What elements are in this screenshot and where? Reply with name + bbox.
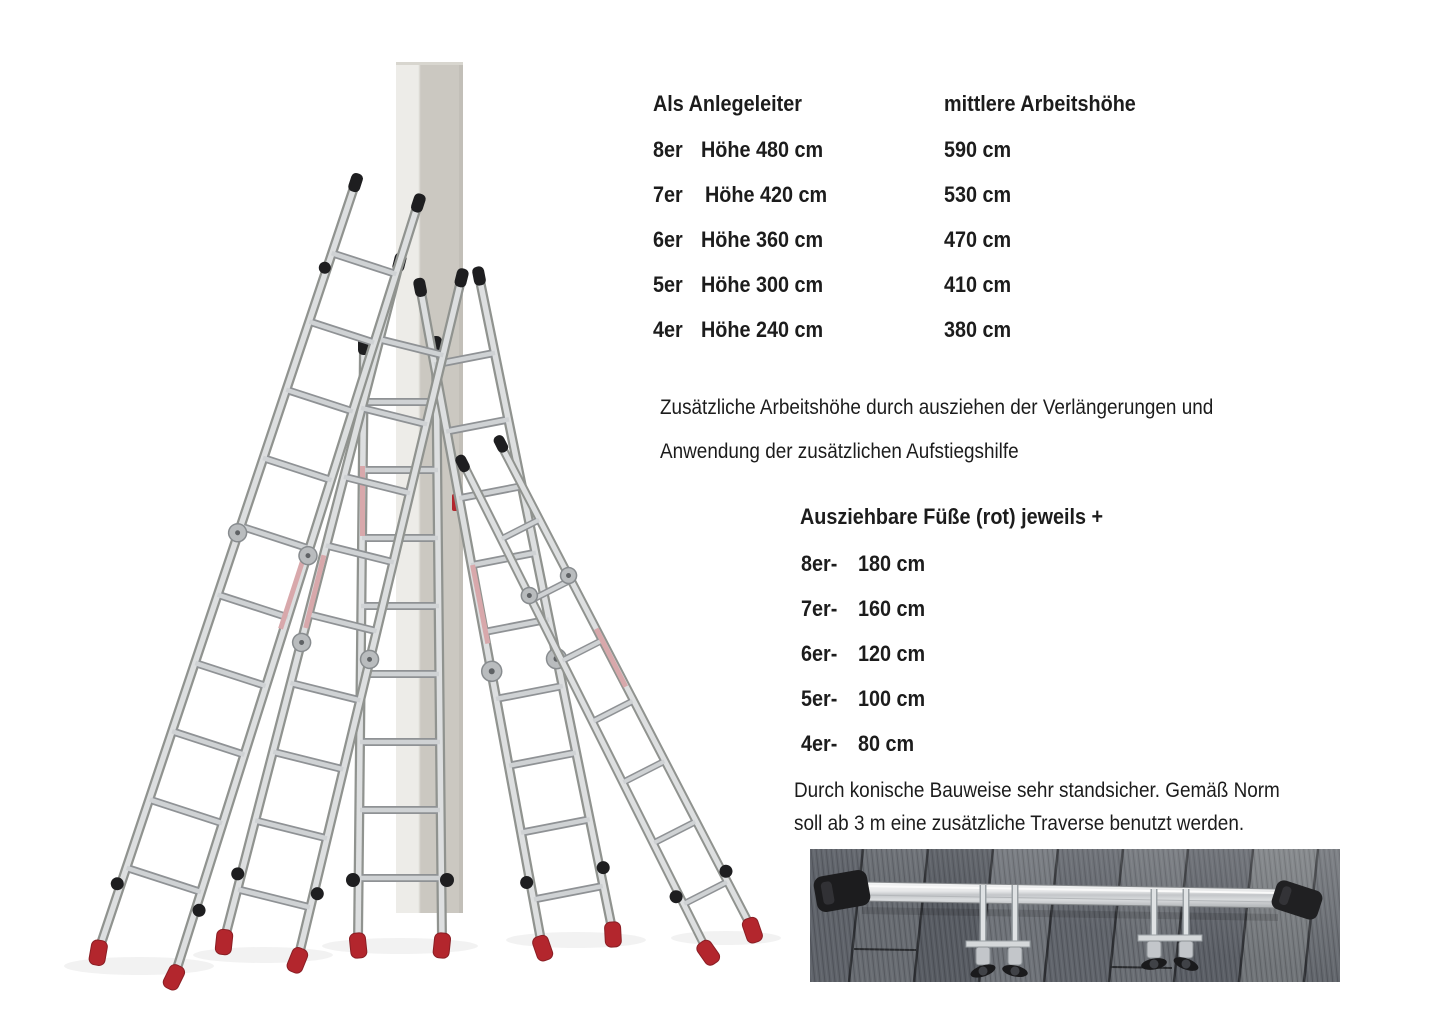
- feet-item-size: 6er-: [801, 641, 838, 666]
- table-header-right: mittlere Arbeitshöhe: [944, 91, 1136, 116]
- feet-item-size: 5er-: [801, 686, 838, 711]
- warning-sticker: [594, 628, 628, 688]
- hinge-joints: [291, 632, 381, 671]
- feet-item-value: 120 cm: [858, 641, 926, 666]
- table-header-left: Als Anlegeleiter: [653, 91, 802, 116]
- spec-height: Höhe 240 cm: [701, 317, 824, 342]
- spec-height: Höhe 300 cm: [701, 272, 824, 297]
- feet-item-size: 7er-: [801, 596, 838, 621]
- spec-size: 4er: [653, 317, 683, 342]
- feet-item-value: 80 cm: [858, 731, 915, 756]
- feet-item-value: 180 cm: [858, 551, 926, 576]
- traverse-note-line1: Durch konische Bauweise sehr standsicher. Gemäß Norm: [794, 778, 1280, 802]
- traverse-note-line2: soll ab 3 m eine zusätzliche Traverse benutzt werden.: [794, 811, 1245, 835]
- feet-item-size: 4er-: [801, 731, 838, 756]
- spec-height: Höhe 480 cm: [701, 137, 824, 162]
- spec-height: Höhe 360 cm: [701, 227, 824, 252]
- extension-note-line2: Anwendung der zusätzlichen Aufstiegshilfe: [660, 439, 1019, 463]
- feet-item-value: 160 cm: [858, 596, 926, 621]
- feet-item-value: 100 cm: [858, 686, 926, 711]
- spec-work-height: 590 cm: [944, 137, 1012, 162]
- feet-list-title: Ausziehbare Füße (rot) jeweils +: [800, 504, 1104, 529]
- spec-work-height: 410 cm: [944, 272, 1012, 297]
- spec-size: 5er: [653, 272, 683, 297]
- spec-size: 8er: [653, 137, 683, 162]
- spec-work-height: 380 cm: [944, 317, 1012, 342]
- extension-note-line1: Zusätzliche Arbeitshöhe durch ausziehen der Verlängerungen und: [660, 395, 1214, 419]
- spec-height: Höhe 420 cm: [705, 182, 828, 207]
- spec-size: 7er: [653, 182, 683, 207]
- spec-size: 6er: [653, 227, 683, 252]
- feet-item-size: 8er-: [801, 551, 838, 576]
- spec-work-height: 470 cm: [944, 227, 1012, 252]
- traverse-photo: [810, 849, 1340, 982]
- spec-work-height: 530 cm: [944, 182, 1012, 207]
- warning-sticker: [360, 466, 365, 536]
